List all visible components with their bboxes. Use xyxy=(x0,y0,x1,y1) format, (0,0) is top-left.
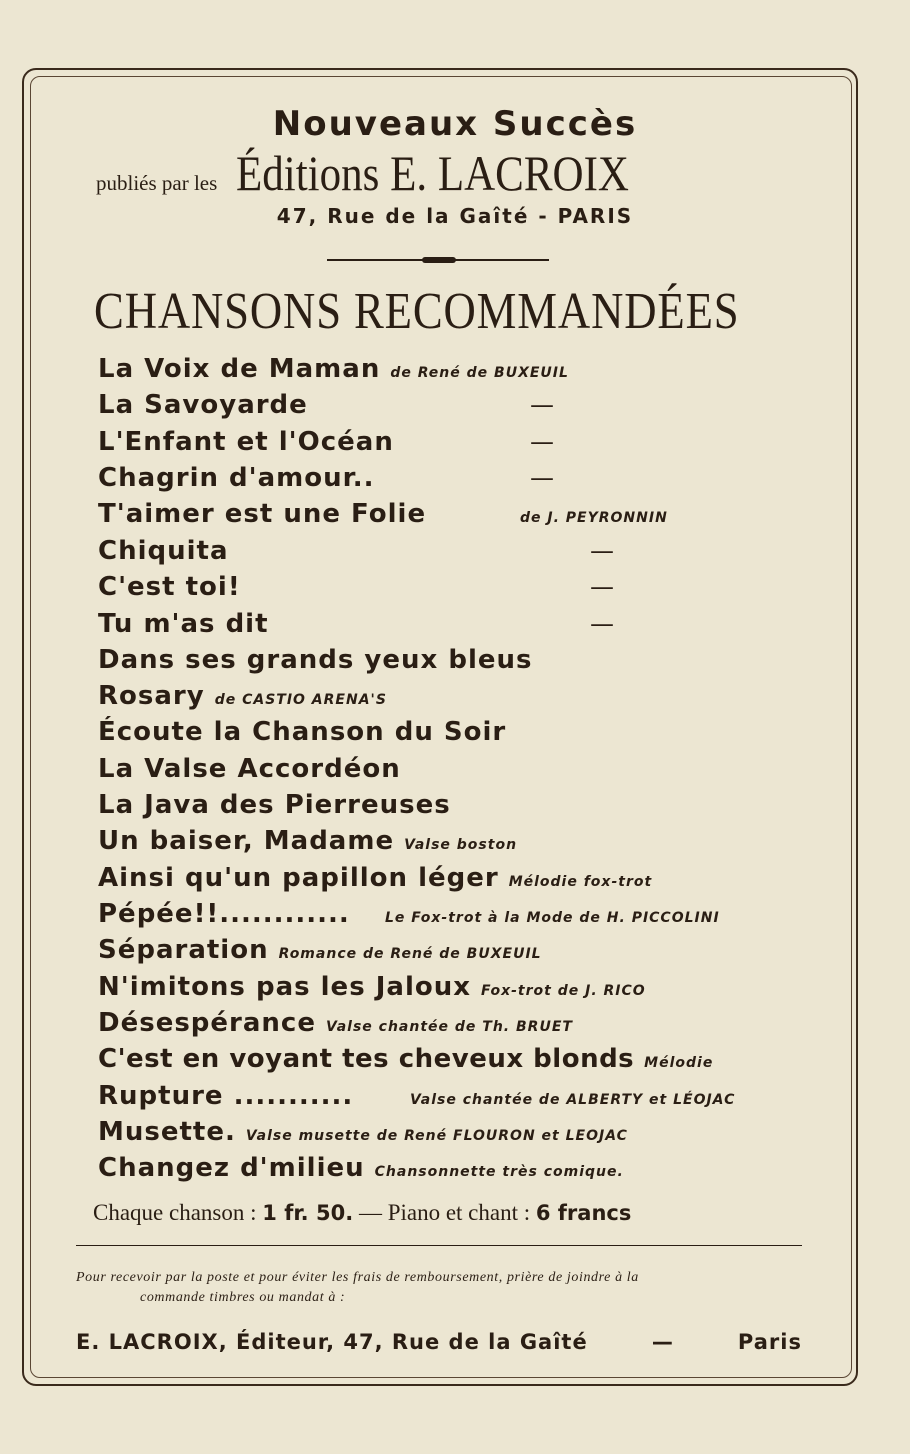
song-item xyxy=(98,969,646,1005)
song-title: La Java des Pierreuses xyxy=(98,790,451,820)
ditto-dash: — xyxy=(590,537,614,565)
song-item xyxy=(98,1005,573,1041)
song-item xyxy=(98,569,241,605)
song-item xyxy=(98,606,269,642)
song-title: La Voix de Maman xyxy=(98,354,381,384)
price-prefix: Chaque chanson : xyxy=(93,1200,257,1225)
song-title: Écoute la Chanson du Soir xyxy=(98,717,507,747)
ditto-dash: — xyxy=(530,428,554,456)
song-credit: Valse chantée de Th. BRUET xyxy=(325,1019,573,1035)
song-title: Ainsi qu'un papillon léger xyxy=(98,863,499,893)
song-credit-row xyxy=(410,1078,735,1114)
song-title: Rupture ........... xyxy=(98,1081,354,1111)
footer-divider xyxy=(76,1245,802,1246)
notice-line-2: commande timbres ou mandat à : xyxy=(140,1290,346,1305)
ornamental-divider xyxy=(327,259,549,261)
piano-price: 6 francs xyxy=(535,1201,632,1225)
song-title: T'aimer est une Folie xyxy=(98,499,427,529)
song-credit: Valse boston xyxy=(404,837,518,853)
ditto-dash: — xyxy=(530,391,554,419)
song-title: Un baiser, Madame xyxy=(98,826,395,856)
song-title: Chiquita xyxy=(98,536,229,566)
song-item xyxy=(98,823,517,859)
song-item xyxy=(98,1114,628,1150)
song-item xyxy=(98,387,308,423)
song-item xyxy=(98,714,506,750)
song-title: Pépée!!............ xyxy=(98,899,350,929)
song-credit: Romance de René de BUXEUIL xyxy=(278,946,542,962)
song-item xyxy=(98,1041,713,1077)
song-title: Musette. xyxy=(98,1117,236,1147)
footer-right: Paris xyxy=(737,1330,802,1354)
song-credit: Valse chantée de ALBERTY et LÉOJAC xyxy=(410,1092,736,1108)
song-item xyxy=(98,460,375,496)
song-item xyxy=(98,896,350,932)
footer-dash: — xyxy=(651,1330,674,1354)
section-title: CHANSONS RECOMMANDÉES xyxy=(94,283,740,340)
song-item xyxy=(98,351,569,387)
song-credit: de CASTIO ARENA'S xyxy=(214,692,387,708)
song-credit: Le Fox-trot à la Mode de H. PICCOLINI xyxy=(385,910,720,926)
song-title: C'est en voyant tes cheveux blonds xyxy=(98,1044,635,1074)
song-title: Tu m'as dit xyxy=(98,609,269,639)
song-title: Dans ses grands yeux bleus xyxy=(98,645,533,675)
song-item xyxy=(98,496,426,532)
song-credit: Fox-trot de J. RICO xyxy=(481,983,646,999)
song-title: Rosary xyxy=(98,681,205,711)
published-by: publiés par les xyxy=(96,171,218,195)
song-title: La Valse Accordéon xyxy=(98,754,401,784)
song-credit: de René de BUXEUIL xyxy=(390,365,569,381)
song-title: Désespérance xyxy=(98,1008,316,1038)
song-item xyxy=(98,932,542,968)
ditto-dash: — xyxy=(590,610,614,638)
ditto-dash: — xyxy=(590,573,614,601)
notice-line-1: Pour recevoir par la poste et pour éviter les frais de remboursement, prière de joindre à la xyxy=(76,1270,639,1285)
song-title: Changez d'milieu xyxy=(98,1153,365,1183)
mail-order-notice xyxy=(76,1268,802,1308)
song-title: N'imitons pas les Jaloux xyxy=(98,972,471,1002)
song-item xyxy=(98,860,652,896)
headline: Nouveaux Succès xyxy=(272,104,638,144)
song-item xyxy=(98,424,394,460)
song-credit: Chansonnette très comique. xyxy=(374,1164,624,1180)
song-title: Séparation xyxy=(98,935,269,965)
song-item xyxy=(98,787,451,823)
song-price: 1 fr. 50. xyxy=(262,1201,354,1225)
footer-left: E. LACROIX, Éditeur, 47, Rue de la Gaîté xyxy=(76,1330,588,1354)
ditto-dash: — xyxy=(530,464,554,492)
song-credit: Mélodie xyxy=(644,1055,714,1071)
song-credit-row xyxy=(385,896,720,932)
price-middle: — Piano et chant : xyxy=(358,1200,531,1225)
song-item xyxy=(98,642,532,678)
song-item xyxy=(98,751,401,787)
song-item xyxy=(98,533,229,569)
pricing-line xyxy=(93,1200,631,1226)
song-item xyxy=(98,1150,624,1186)
publisher-name: Éditions E. LACROIX xyxy=(236,145,630,201)
song-title: L'Enfant et l'Océan xyxy=(98,427,394,457)
song-item xyxy=(98,1078,353,1114)
song-title: C'est toi! xyxy=(98,572,241,602)
footer-address xyxy=(76,1330,802,1354)
song-credit: Valse musette de René FLOURON et LEOJAC xyxy=(245,1128,628,1144)
publisher-address: 47, Rue de la Gaîté - PARIS xyxy=(276,204,634,228)
publisher-line xyxy=(96,144,693,202)
song-credit-row xyxy=(520,496,668,532)
song-credit: Mélodie fox-trot xyxy=(508,874,653,890)
song-title: Chagrin d'amour.. xyxy=(98,463,375,493)
song-credit: de J. PEYRONNIN xyxy=(520,510,668,526)
song-item xyxy=(98,678,387,714)
song-title: La Savoyarde xyxy=(98,390,308,420)
